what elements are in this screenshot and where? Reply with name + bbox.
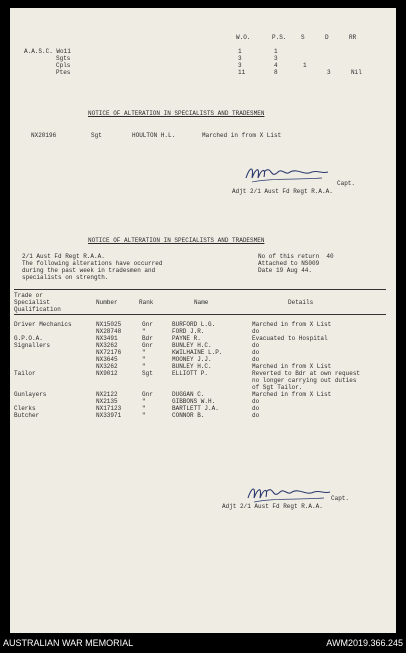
strength-col-header: S: [301, 34, 305, 41]
row-details: do: [252, 405, 260, 412]
col-trade-line1: Trade or: [14, 292, 43, 299]
row-number: NX3491: [96, 335, 118, 342]
header-right-line: Date 19 Aug 44.: [258, 267, 313, 274]
table-rule: [14, 289, 386, 290]
entry-detail: Marched in from X List: [202, 132, 282, 139]
notice-title: NOTICE OF ALTERATION IN SPECIALISTS AND TRADESMEN: [88, 237, 265, 244]
signature-1: [242, 160, 332, 188]
header-left-line: The following alterations have occurred: [22, 260, 163, 267]
col-details: Details: [288, 299, 314, 306]
row-name: GIBBONS W.H.: [172, 398, 216, 405]
header-left-line: during the past week in tradesmen and: [22, 267, 156, 274]
strength-cell: 8: [274, 69, 278, 76]
notice-title: NOTICE OF ALTERATION IN SPECIALISTS AND TRADESMEN: [88, 110, 265, 117]
strength-col-header: D: [325, 34, 329, 41]
row-trade: Clerks: [14, 405, 36, 412]
row-details: Evacuated to Hospital: [252, 335, 328, 342]
row-rank: ": [142, 363, 146, 370]
row-details: Reverted to Bdr at own request: [252, 370, 361, 377]
row-name: KWILHAINE L.P.: [172, 349, 223, 356]
footer-reference: AWM2019.366.245: [326, 638, 403, 648]
entry-number: NX20196: [31, 132, 57, 139]
row-trade: Gunlayers: [14, 391, 47, 398]
row-name: FORD J.R.: [172, 328, 205, 335]
row-details: do: [252, 412, 260, 419]
row-rank: Gnr: [142, 391, 153, 398]
row-rank: ": [142, 405, 146, 412]
strength-cell: 3: [274, 55, 278, 62]
row-trade: Tailor: [14, 370, 36, 377]
entry-name: HOULTON H.L.: [132, 132, 176, 139]
row-number: NX2122: [96, 391, 118, 398]
row-number: NX17123: [96, 405, 122, 412]
signature-line: Adjt 2/1 Aust Fd Regt R.A.A.: [232, 188, 333, 195]
strength-cell: 3: [327, 69, 331, 76]
strength-cell: 1: [303, 62, 307, 69]
col-trade-line3: Qualification: [14, 306, 61, 313]
row-rank: Sgt: [142, 370, 153, 377]
header-right-line: No of this return 40: [258, 253, 334, 260]
row-name: BUNLEY H.C.: [172, 363, 212, 370]
row-details: no longer carrying out duties: [252, 377, 357, 384]
strength-row-label: Sgts: [56, 55, 71, 62]
row-details: Marched in from X List: [252, 391, 332, 398]
row-trade: Butcher: [14, 412, 40, 419]
row-trade: Signallers: [14, 342, 51, 349]
strength-row-label: Ptes: [56, 69, 71, 76]
row-number: NX15025: [96, 321, 122, 328]
row-details: Marched in from X List: [252, 321, 332, 328]
strength-row-label: A.A.S.C. Wo11: [24, 48, 71, 55]
strength-col-header: RR: [349, 34, 357, 41]
header-left-line: specialists on strength.: [22, 274, 109, 281]
strength-cell: 1: [238, 48, 242, 55]
row-details: do: [252, 398, 260, 405]
row-number: NX72176: [96, 349, 122, 356]
table-rule: [14, 314, 386, 315]
strength-row-label: Cpls: [56, 62, 71, 69]
row-name: MOONEY J.J.: [172, 356, 212, 363]
row-number: NX3645: [96, 356, 118, 363]
row-rank: ": [142, 349, 146, 356]
row-trade: Driver Mechanics: [14, 321, 72, 328]
strength-col-header: W.O.: [236, 34, 251, 41]
col-rank: Rank: [139, 299, 154, 306]
row-number: NX2135: [96, 398, 118, 405]
entry-rank: Sgt: [91, 132, 102, 139]
row-trade: G.P.O.A.: [14, 335, 43, 342]
row-rank: ": [142, 328, 146, 335]
signature-title: Capt.: [337, 180, 356, 187]
row-name: ELLIOTT P.: [172, 370, 209, 377]
strength-cell: 11: [238, 69, 246, 76]
row-rank: ": [142, 412, 146, 419]
row-rank: ": [142, 398, 146, 405]
row-name: BUNLEY H.C.: [172, 342, 212, 349]
header-right-line: Attached to NS009: [258, 260, 320, 267]
row-number: NX9012: [96, 370, 118, 377]
col-trade-line2: Specialist: [14, 299, 51, 306]
row-name: PAYNE R.: [172, 335, 201, 342]
row-number: NX3262: [96, 342, 118, 349]
row-rank: ": [142, 356, 146, 363]
footer-institution: AUSTRALIAN WAR MEMORIAL: [3, 638, 134, 648]
strength-cell: Nil: [351, 69, 362, 76]
row-number: NX33971: [96, 412, 122, 419]
row-details: do: [252, 349, 260, 356]
signature-title: Capt.: [331, 495, 350, 502]
row-details: Marched in from X List: [252, 363, 332, 370]
row-details: do: [252, 328, 260, 335]
signature-line: Adjt 2/1 Aust Fd Regt R.A.A.: [222, 503, 323, 510]
strength-cell: 3: [238, 62, 242, 69]
strength-cell: 3: [238, 55, 242, 62]
row-number: NX28748: [96, 328, 122, 335]
row-details: do: [252, 342, 260, 349]
col-name: Name: [194, 299, 209, 306]
strength-cell: 4: [274, 62, 278, 69]
row-number: NX3262: [96, 363, 118, 370]
row-name: BURFORD L.G.: [172, 321, 216, 328]
header-left-line: 2/1 Aust Fd Regt R.A.A.: [22, 253, 105, 260]
strength-col-header: P.S.: [272, 34, 287, 41]
row-details: do: [252, 356, 260, 363]
row-rank: Gnr: [142, 321, 153, 328]
document-page: [10, 8, 396, 633]
strength-cell: 1: [274, 48, 278, 55]
row-rank: Gnr: [142, 342, 153, 349]
row-name: DUGGAN C.: [172, 391, 205, 398]
col-number: Number: [96, 299, 118, 306]
row-details: of Sgt Tailor.: [252, 384, 303, 391]
row-name: CONNOR B.: [172, 412, 205, 419]
row-name: BARTLETT J.A.: [172, 405, 219, 412]
row-rank: Bdr: [142, 335, 153, 342]
